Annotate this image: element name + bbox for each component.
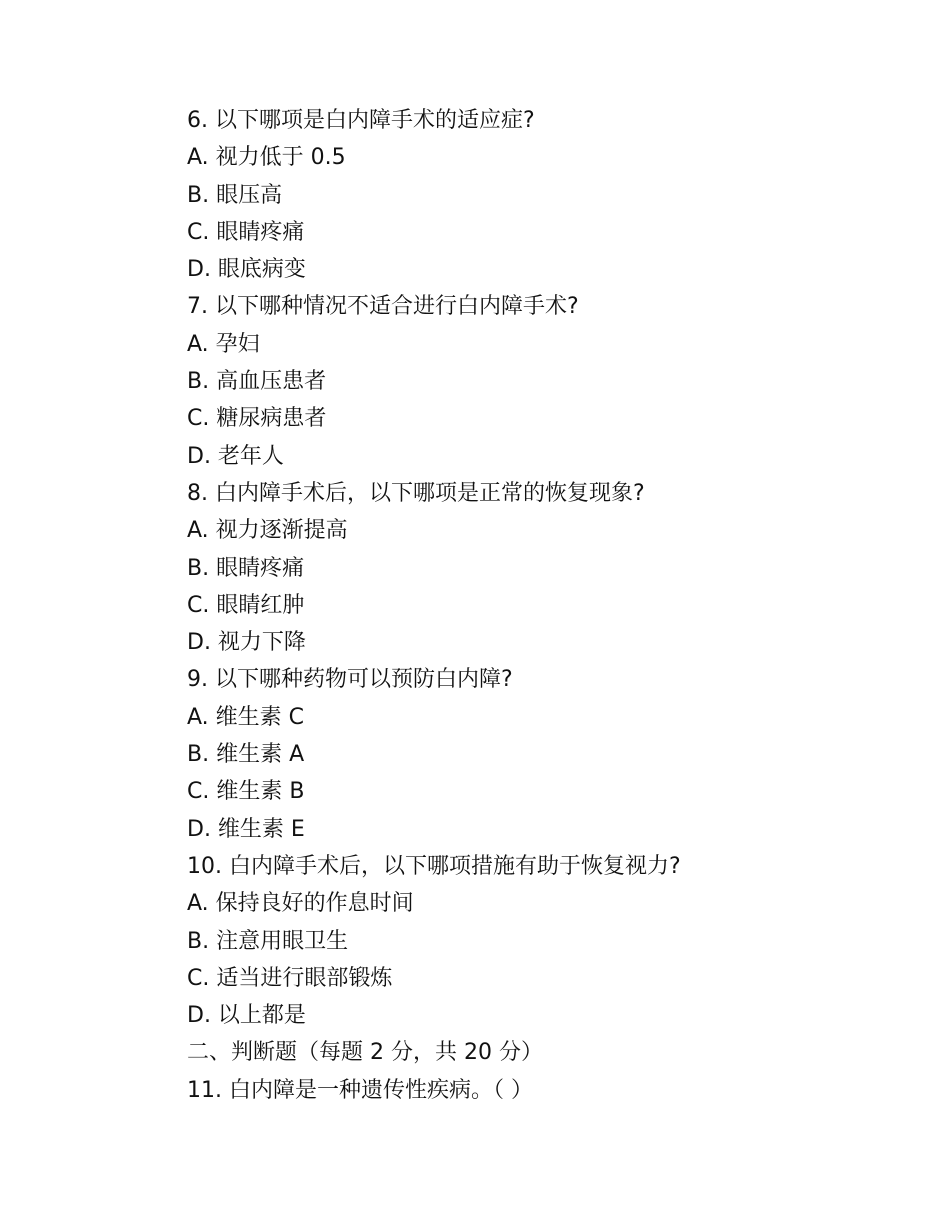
question-10-option-d: D. 以上都是 <box>187 1003 306 1029</box>
question-6-option-c: C. 眼睛疼痛 <box>187 219 305 245</box>
question-6-option-a: A. 视力低于 0.5 <box>187 145 346 171</box>
question-8-option-b: B. 眼睛疼痛 <box>187 555 305 581</box>
question-stem-7: 7. 以下哪种情况不适合进行白内障手术? <box>187 294 579 320</box>
question-9-option-c: C. 维生素 B <box>187 779 305 805</box>
true-false-question-11: 11. 白内障是一种遗传性疾病。（ ） <box>187 1077 533 1103</box>
question-9-option-d: D. 维生素 E <box>187 816 305 842</box>
question-stem-10: 10. 白内障手术后，以下哪项措施有助于恢复视力? <box>187 853 681 879</box>
question-stem-9: 9. 以下哪种药物可以预防白内障? <box>187 667 513 693</box>
question-7-option-d: D. 老年人 <box>187 443 284 469</box>
question-10-option-a: A. 保持良好的作息时间 <box>187 891 414 917</box>
question-10-option-c: C. 适当进行眼部锻炼 <box>187 965 393 991</box>
question-10-option-b: B. 注意用眼卫生 <box>187 928 349 954</box>
question-stem-6: 6. 以下哪项是白内障手术的适应症? <box>187 108 535 133</box>
question-8-option-c: C. 眼睛红肿 <box>187 592 305 618</box>
question-6-option-d: D. 眼底病变 <box>187 257 306 283</box>
document-content <box>187 102 887 1109</box>
question-stem-8: 8. 白内障手术后，以下哪项是正常的恢复现象? <box>187 480 645 506</box>
question-9-option-a: A. 维生素 C <box>187 704 305 730</box>
question-8-option-d: D. 视力下降 <box>187 630 306 656</box>
question-7-option-a: A. 孕妇 <box>187 331 260 357</box>
question-6-option-b: B. 眼压高 <box>187 182 283 208</box>
question-9-option-b: B. 维生素 A <box>187 742 305 768</box>
question-8-option-a: A. 视力逐渐提高 <box>187 518 348 544</box>
question-7-option-b: B. 高血压患者 <box>187 369 327 395</box>
question-7-option-c: C. 糖尿病患者 <box>187 406 327 432</box>
section-heading: 二、判断题（每题 2 分，共 20 分） <box>187 1040 543 1066</box>
